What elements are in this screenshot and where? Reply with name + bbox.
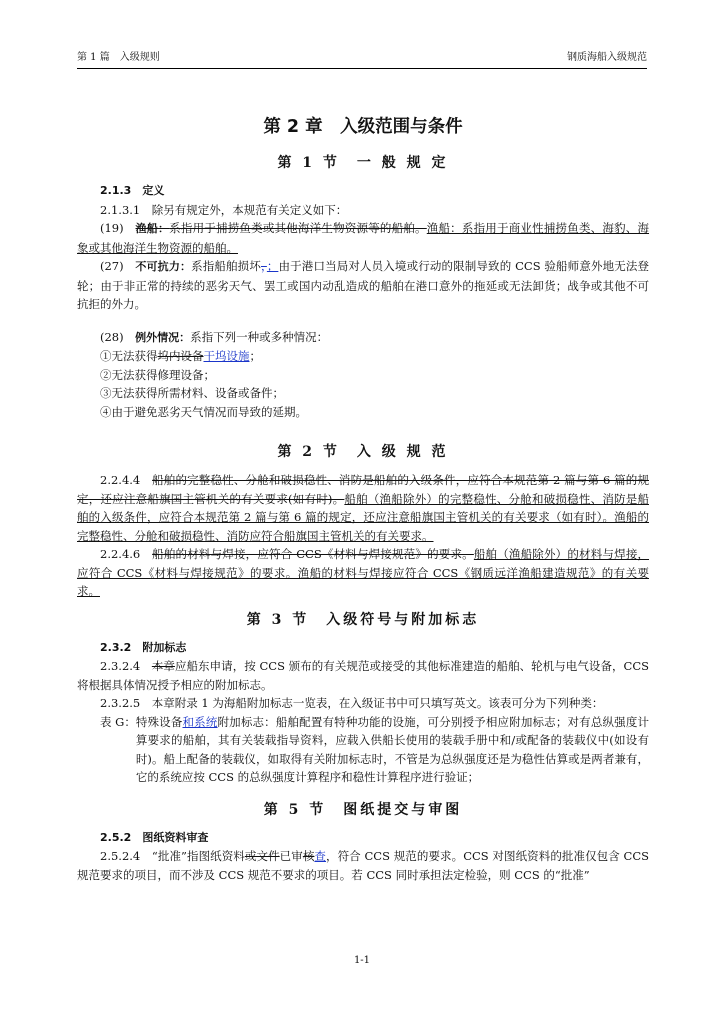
section-title-3: 第 3 节 入级符号与附加标志 xyxy=(246,611,480,628)
inserted-text: 干坞设施 xyxy=(203,349,250,363)
body-text: 附加标志：船舶配置有特种功能的设施，可分别授予相应附加标志；对有总纵强度计算要求的船舶，其有关装载指导资料，应载入供船长使用的装载手册中和/或配备的装载仪中(如设有时)。船上配备的装载仪，如取得有关附加标志时，不管是为总纵强度还是为稳性估算或是两者兼有，它的系统应按 CCS 的总纵强度计算程序和稳性计算程序进行验证； xyxy=(135,714,650,784)
def-num: (19) xyxy=(100,221,136,235)
body-text: 应船东申请，按 CCS 颁布的有关规范或接受的其他标准建造的船舶、轮机与电气设备，CCS 将根据具体情况授予相应的附加标志。 xyxy=(77,659,650,692)
para-num: 2.5.2.4 xyxy=(100,849,152,863)
header-right: 钢质海船入级规范 xyxy=(567,52,647,63)
page-header xyxy=(77,50,647,69)
section-title-2: 第 2 节 入 级 规 范 xyxy=(277,444,449,460)
inserted-text: 渔船：系指用于商业性捕捞鱼类、海豹、海象或其他海洋生物资源的船舶。 xyxy=(77,221,650,255)
section-title-1: 第 1 节 一 般 规 定 xyxy=(277,155,449,171)
deleted-text: 系指用于捕捞鱼类或其他海洋生物资源等的船舶。 xyxy=(169,221,427,235)
para-def-27 xyxy=(77,257,649,314)
inserted-text: 船舶（渔船除外）的材料与焊接，应符合 CCS《材料与焊接规范》的要求。渔船的材料与焊接应符合 CCS《钢质远洋渔船建造规范》的有关要求。 xyxy=(77,547,650,598)
list-item: ④由于避免恶劣天气情况而导致的延期。 xyxy=(100,404,307,419)
deleted-text: 或文件 xyxy=(244,849,280,863)
def-num: (28) xyxy=(100,329,136,344)
deleted-text: 本章 xyxy=(151,659,175,673)
def-num: (27) xyxy=(100,259,136,273)
deleted-text: ， xyxy=(260,259,267,273)
deleted-text: 船舶的完整稳性、分舱和破损稳性、消防是船舶的入级条件，应符合本规范第 2 篇与第 6 篇的规定，还应注意船旗国主管机关的有关要求(如有时)。 xyxy=(77,473,649,506)
body-text: 由于港口当局对人员入境或行动的限制导致的 CCS 验船师意外地无法登轮；由于非正常的持续的恶劣天气、罢工或国内动乱造成的船舶在港口意外的拖延或无法卸货；战争或其他不可抗拒的外力。 xyxy=(77,259,650,311)
header-left: 第 1 篇 入级规则 xyxy=(77,52,160,63)
para-def-19 xyxy=(77,219,649,257)
deleted-text: 船舶的材料与焊接，应符合 CCS《材料与焊接规范》的要求。 xyxy=(152,547,474,561)
body-text: ； xyxy=(249,349,261,363)
list-item xyxy=(77,347,649,366)
para-2-2-4-6 xyxy=(77,545,649,601)
page-number: 1-1 xyxy=(353,955,371,966)
deleted-text: 核 xyxy=(302,849,315,863)
para-num: 2.2.4.4 xyxy=(100,473,153,487)
item-label: 表 G： xyxy=(100,714,136,729)
body-text: ，符合 CCS 规范的要求。CCS 对图纸资料的批准仅包含 CCS 规范要求的项目，而不涉及 CCS 规范不要求的项目。若 CCS 同时承担法定检验，则 CCS 的“批准” xyxy=(77,849,650,882)
para-def-28 xyxy=(77,328,649,348)
heading-2-3-2: 2.3.2 附加标志 xyxy=(100,640,187,654)
heading-2-1-3: 2.1.3 定义 xyxy=(100,184,165,197)
def-term-deleted: 渔船： xyxy=(135,222,170,235)
chapter-title: 第 2 章 入级范围与条件 xyxy=(263,117,463,137)
inserted-text: 船舶（渔船除外）的完整稳性、分舱和破损稳性、消防是船舶的入级条件，应符合本规范第 2 篇与第 6 篇的规定，还应注意船旗国主管机关的有关要求（如有时）。渔船的完整稳性、分舱和破损稳性、消防应符合船旗国主管机关的有关要求。 xyxy=(77,491,649,543)
deleted-text: 坞内设备 xyxy=(157,349,204,363)
body-text: 系指下列一种或多种情况： xyxy=(190,329,329,344)
table-g-item xyxy=(77,713,649,787)
document-body xyxy=(77,110,649,884)
body-text: ①无法获得 xyxy=(100,349,158,363)
para-2-3-2-4 xyxy=(77,657,649,694)
inserted-text: 查 xyxy=(314,849,327,863)
list-item: ②无法获得修理设备； xyxy=(100,367,215,382)
body-text: 系指船舶损坏 xyxy=(191,259,261,273)
para-2-1-3-1: 2.1.3.1 除另有规定外，本规范有关定义如下： xyxy=(100,202,348,217)
section-title-5: 第 5 节 图纸提交与审图 xyxy=(263,801,463,818)
inserted-text: ； xyxy=(266,259,279,273)
body-text: “批准”指图纸资料 xyxy=(151,849,245,863)
inserted-text: 和系统 xyxy=(182,714,218,729)
item-text xyxy=(136,713,649,787)
def-term: 不可抗力： xyxy=(135,260,192,273)
para-2-3-2-5: 2.3.2.5 本章附录 1 为海船附加标志一览表，在入级证书中可只填写英文。该表可分为下列种类： xyxy=(100,696,604,710)
para-2-5-2-4 xyxy=(77,847,649,884)
heading-2-5-2: 2.5.2 图纸资料审查 xyxy=(100,830,209,844)
para-num: 2.2.4.6 xyxy=(100,547,153,561)
body-text: 特殊设备 xyxy=(135,714,183,729)
para-2-2-4-4 xyxy=(77,471,649,545)
list-item: ③无法获得所需材料、设备或备件； xyxy=(100,386,284,400)
def-term: 例外情况： xyxy=(135,330,191,344)
para-num: 2.3.2.4 xyxy=(100,659,152,673)
body-text: 已审 xyxy=(279,849,303,863)
